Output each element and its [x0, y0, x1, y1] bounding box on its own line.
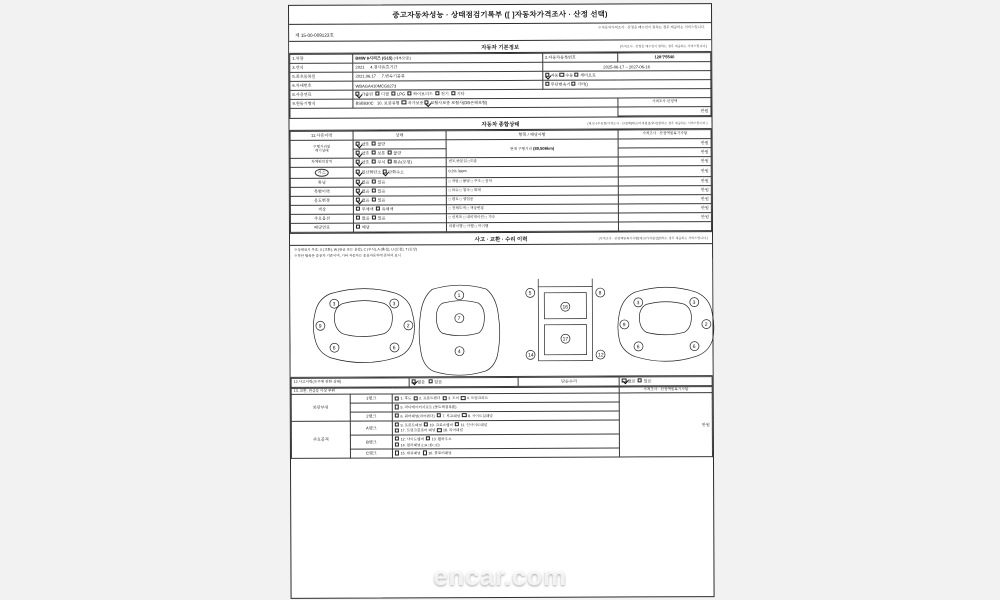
watermark: encar.com [433, 561, 567, 591]
svg-text:7: 7 [457, 315, 461, 322]
state-tuning [353, 178, 446, 187]
label-vin: 6.차대번호 [290, 81, 353, 90]
svg-text:12: 12 [598, 352, 604, 359]
item-quarter-panel[interactable]: 6. 쿼터패널(리어펜더) [395, 414, 435, 418]
section-condition-title: 자동차 종합상태 [481, 121, 520, 128]
opt-bad[interactable]: 불량 [388, 150, 402, 155]
opt-good[interactable]: 양호 [356, 142, 370, 147]
opt-good[interactable]: 양호 [356, 151, 370, 156]
opt-exists[interactable]: 있음 [372, 198, 386, 203]
item-roof-panel[interactable]: 7. 루프패널 [437, 414, 461, 418]
value-plate-no: 128구5540 [618, 53, 711, 62]
value-engine-type: BSB830C 10. 보증유형 자가보증 보험사보증 보험사(DB손해보험) [353, 98, 618, 108]
item-inside-panel[interactable]: 11. 인사이드패널 [455, 423, 487, 427]
col-usage-history: 11.사용이력 [290, 131, 353, 140]
repair-parts-table [291, 386, 713, 459]
items-recall: 리콜이행 □ 이행 □ 미이행 [446, 222, 619, 232]
item-rear-panel[interactable]: 18. 리어패널 [437, 429, 463, 433]
opt-lpg[interactable]: LPG [391, 91, 405, 96]
row-label-options: 주요옵션 [290, 214, 353, 223]
item-cross-member[interactable]: 10. 크로스멤버 [424, 423, 453, 427]
label-accident-history: 12.사고이력(유무에 관한 상태) [291, 378, 409, 388]
row-label-body: 차체편의장치 [290, 158, 353, 167]
document-title-note: ※자동차가격조사 · 산정은 매수인이 원하는 경우 제공하는 서비스입니다. [598, 25, 706, 30]
svg-text:16: 16 [562, 304, 569, 311]
section-basic-info-note: [가격조사 · 산정은 매수인이 원하는 경우 제공하는 서비스입니다.] [619, 44, 708, 49]
price-unit: 만원 [618, 107, 711, 116]
svg-text:6: 6 [692, 343, 696, 350]
row-label-recall: 배당연료 [290, 223, 353, 232]
items-usage-change: □ 렌트 □ 영업용 [446, 195, 619, 205]
state-meter [353, 149, 446, 158]
row-label-tuning: 튜닝 [290, 178, 353, 187]
row-label-usage-change: 용도변경 [290, 196, 353, 205]
opt-none[interactable]: 없음 [356, 198, 370, 203]
rank-c: C랭크 [350, 449, 392, 458]
svg-text:14: 14 [528, 352, 534, 359]
items-gas: 0.2% 3ppm [446, 166, 619, 178]
rank-a: A랭크 [350, 421, 392, 435]
col-state: 상태 [353, 131, 446, 140]
price-recall [619, 222, 712, 231]
label-plate-no: 2.자동차등록번호 [542, 53, 618, 62]
col-price-note-2: 가격조사 · 산정액및특기사항 [620, 386, 713, 393]
item-wheel-house[interactable]: 13. 휠하우스 [426, 437, 452, 441]
items-special: □ 차수 □ 침수 □ 화재 [446, 186, 619, 196]
rank-b: B랭크 [350, 435, 392, 449]
svg-text:8: 8 [598, 290, 602, 297]
state-usage-change [353, 196, 446, 205]
opt-etc[interactable]: 기타() [572, 82, 588, 87]
svg-text:3: 3 [392, 300, 396, 307]
svg-text:6: 6 [332, 345, 336, 352]
items-rank-c [392, 448, 619, 458]
items-rank-a [392, 420, 619, 435]
rank-1: 1랭크 [350, 394, 392, 403]
opt-diesel[interactable]: 디젤 [375, 91, 389, 96]
label-first-reg: 5.최초등록일 [290, 72, 353, 81]
item-front-panel[interactable]: 9. 프론트패널 [395, 423, 422, 427]
state-recall [354, 223, 447, 232]
opt-hc[interactable]: 탄화수소 [382, 169, 404, 174]
item-side-member[interactable]: 12. 사이드멤버 [395, 437, 424, 441]
rank-blank [350, 403, 392, 412]
svg-text:2: 2 [406, 322, 410, 329]
opt-none[interactable]: 없음 [412, 379, 426, 384]
svg-text:6: 6 [636, 343, 640, 350]
group-exterior: 외판부위 [291, 395, 350, 422]
section-basic-info-header [289, 39, 711, 54]
state-special [353, 187, 446, 196]
opt-bad[interactable]: 불량 [372, 142, 386, 147]
state-mileage [353, 140, 446, 149]
value-first-reg: 2021.06.17 7.변속기종류 [353, 71, 542, 81]
label-year: 3.연식 [290, 63, 353, 72]
document-title: 중고자동차성능 · 상태점검기록부 ([ ]자동차가격조사 · 산정 선택) [289, 4, 711, 25]
svg-text:9: 9 [318, 323, 322, 330]
items-tuning: □ 적법 □ 불법 □ 구조 □ 장치 [446, 177, 619, 187]
section-condition-note: (체크나우유효/가격조사 · 산정액[체크/가격점검/추이]원하는 경우 제공하는 서비스입니다.) [587, 121, 708, 126]
svg-text:6: 6 [392, 344, 396, 351]
opt-corrosion[interactable]: 부식 [372, 160, 386, 165]
value-year: 2021 4.검사유효기간 [353, 62, 542, 72]
section-basic-info-title: 자동차 기본정보 [481, 44, 520, 51]
price-meter: 만원 [618, 148, 711, 157]
svg-text:17: 17 [562, 336, 569, 343]
row-label-gas: 가스 [290, 167, 353, 178]
state-gas [353, 167, 446, 178]
opt-none[interactable]: 없음 [622, 378, 636, 383]
condition-table [290, 129, 712, 233]
items-body: 변조,반분실 □도말 [446, 157, 619, 167]
group-frame: 주요골격 [291, 421, 350, 459]
value-inspection-period: 2025-06-17 ~ 2027-06-16 [542, 62, 710, 72]
row-label-color: 색상 [290, 205, 353, 214]
opt-auto[interactable]: 자동 [545, 73, 559, 78]
items-options: □ 선루프 □ 내비게이션 □ 기타 [446, 213, 619, 223]
state-body [353, 158, 446, 167]
section-accident-title: 사고 · 교환 · 수리 이력 [474, 236, 528, 243]
opt-none[interactable]: 없음 [356, 189, 370, 194]
svg-text:9: 9 [622, 321, 626, 328]
opt-semi-auto[interactable]: 세미오토 [574, 73, 596, 78]
label-simple-repair: 단순수리 [518, 377, 619, 386]
item-radiator-support[interactable]: 5. 라디에이터서포트 (볼트체결부품) [395, 405, 457, 409]
col-items: 항목 / 해당사항 [446, 130, 619, 140]
opt-co[interactable]: 일산화탄소 [356, 170, 381, 175]
section-condition-header [289, 116, 711, 131]
opt-damage[interactable]: 훼손(오염) [388, 159, 412, 164]
opt-exists[interactable]: 있음 [372, 216, 386, 221]
opt-exists[interactable]: 있음 [429, 379, 443, 384]
svg-text:4: 4 [457, 348, 461, 355]
item-hood[interactable]: 1. 후드 [395, 397, 412, 401]
row-label-special: 특별이력 [290, 187, 353, 196]
legend-scope: ※하단 항목은 승용차 기준이며, 기타 자동차는 승용자동차에 준하여 표시 [294, 253, 401, 258]
opt-cvt[interactable]: 무단변속기 [545, 82, 570, 87]
opt-chromatic[interactable]: 유채색 [376, 206, 394, 211]
svg-text:3: 3 [636, 299, 640, 306]
inspection-sheet [288, 3, 715, 599]
item-trunk-lid[interactable]: 4. 트렁크리드 [461, 397, 488, 401]
item-door[interactable]: 3. 도어 [442, 397, 459, 401]
price-options: 만원 [619, 213, 712, 222]
opt-insurer-warranty[interactable]: 보험사보증 보험사(DB손해보험) [425, 100, 488, 105]
price-mileage: 만원 [618, 139, 711, 148]
price-color: 만원 [619, 204, 712, 213]
label-vehicle: 1.차량 [290, 54, 353, 63]
accident-options [409, 377, 518, 386]
opt-self-warranty[interactable]: 자가보증 [402, 100, 424, 105]
state-color [354, 205, 447, 214]
document-number: 제 15-00-009123호 [295, 32, 334, 38]
item-pillar-panel[interactable]: 14. 필러패널 (□A □B □C) [395, 443, 440, 447]
price-col-header: 가격조사·산정액 [618, 98, 711, 107]
svg-text:5: 5 [528, 290, 532, 297]
opt-none[interactable]: 없음 [356, 180, 370, 185]
opt-exists[interactable]: 있음 [372, 180, 386, 185]
col-price-note: 가격조사 · 산정액및특기사항 [618, 130, 711, 139]
item-trunk-floor-panel[interactable]: 17. 트렁크플로어 패널 [395, 429, 435, 433]
opt-gasoline[interactable]: 가솔린 [356, 92, 374, 97]
opt-electric[interactable]: 전기 [435, 91, 449, 96]
opt-normal[interactable]: 보통 [372, 151, 386, 156]
section-accident-header [290, 231, 712, 246]
price-gas: 만원 [619, 166, 712, 177]
opt-none[interactable]: 없음 [356, 216, 370, 221]
opt-applicable[interactable]: 해당 [356, 225, 370, 230]
svg-text:2: 2 [704, 321, 708, 328]
opt-fuel-etc[interactable]: 기타 [451, 91, 465, 96]
mileage-value: 현재 주행거리 (89,506km) [446, 139, 619, 158]
label-replaced-parts: 13. 교환, 판금등 이상 부위 [291, 387, 619, 395]
price-tuning: 만원 [619, 177, 712, 186]
simple-repair-options [619, 376, 712, 385]
vehicle-diagram [290, 258, 713, 378]
opt-good[interactable]: 양호 [356, 160, 370, 165]
basic-info-table [289, 52, 711, 118]
label-engine-type: 9.원동기형식 [290, 99, 353, 108]
row-label-mileage: 주행거리및 계기상태 [290, 140, 353, 158]
item-front-fender[interactable]: 2. 프론트펜더 [413, 397, 440, 401]
legend-symbols: ※상태표시 부호: X (교환), W (판금 또는 용접), C (부식), A (흠집), U (요철), T (손상) [294, 246, 418, 252]
svg-text:3: 3 [332, 301, 336, 308]
rank-2: 2랭크 [350, 412, 392, 421]
opt-manual[interactable]: 수동 [560, 73, 574, 78]
svg-text:3: 3 [692, 299, 696, 306]
value-vin: WBAGA410MCG8273 [353, 80, 542, 90]
opt-hybrid[interactable]: 하이브리드 [407, 91, 432, 96]
items-color: □ 전체도색 □ 색상변경 [446, 204, 619, 214]
state-options [354, 214, 447, 223]
opt-exists[interactable]: 있음 [372, 189, 386, 194]
item-floor-panel[interactable]: 16. 플로어패널 [423, 451, 452, 455]
price-special: 만원 [619, 186, 712, 195]
label-fuel: 8.사용연료 [290, 90, 353, 99]
price-body: 만원 [619, 157, 712, 166]
price-repair: 만원 [620, 393, 713, 457]
value-vehicle: BMW 8시리즈 (G15) (세부모델:) [353, 53, 542, 63]
opt-exists[interactable]: 있음 [638, 378, 652, 383]
section-accident-note: (가격조사 · 산정액및특기사항[체크/가격점검]원하는 경우 제공하는 서비스입니다.) [598, 236, 709, 241]
item-dash-panel[interactable]: 15. 대쉬패널 [395, 452, 421, 456]
items-rank-b [392, 434, 619, 449]
vehicle-diagram-svg [290, 258, 715, 378]
opt-achromatic[interactable]: 무채색 [356, 207, 374, 212]
price-usage-change: 만원 [619, 195, 712, 204]
svg-text:1: 1 [457, 292, 461, 299]
item-side-sill-panel[interactable]: 8. 사이드실패널 [462, 414, 493, 418]
